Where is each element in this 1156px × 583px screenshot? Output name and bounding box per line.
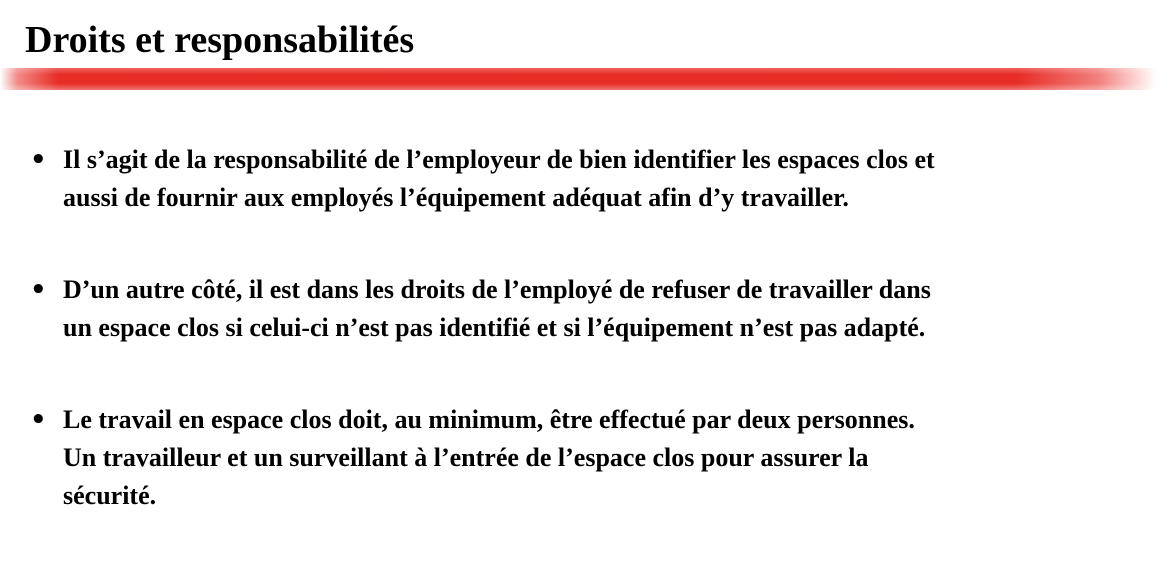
bullet-text-line: Le travail en espace clos doit, au minimum, être effectué par deux personnes. [63, 405, 915, 434]
bullet-item [30, 271, 1120, 347]
title-underline-bar [0, 68, 1156, 90]
bullet-text-line: Il s’agit de la responsabilité de l’employeur de bien identifier les espaces clos et [63, 145, 935, 174]
slide-title: Droits et responsabilités [25, 19, 415, 61]
bullet-item [30, 401, 1120, 515]
bullet-item [30, 141, 1120, 217]
bullet-text-line: sécurité. [63, 481, 157, 510]
bullet-text-line: aussi de fournir aux employés l’équipement adéquat afin d’y travailler. [63, 183, 849, 212]
bullet-marker: • [30, 405, 47, 435]
bullet-text-line: un espace clos si celui-ci n’est pas identifié et si l’équipement n’est pas adapté. [63, 313, 926, 342]
bullet-marker: • [30, 275, 47, 305]
bullet-text-line: Un travailleur et un surveillant à l’entrée de l’espace clos pour assurer la [63, 443, 869, 472]
bullet-text-line: D’un autre côté, il est dans les droits de l’employé de refuser de travailler dans [63, 275, 931, 304]
bullet-marker: • [30, 145, 47, 175]
